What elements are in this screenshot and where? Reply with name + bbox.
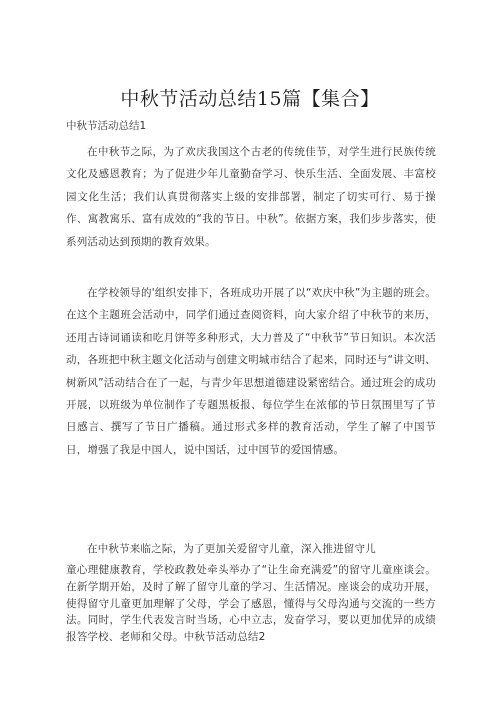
paragraph-3: 在中秋节来临之际，为了更加关爱留守儿童，深入推进留守儿 bbox=[87, 543, 376, 555]
document-title: 中秋节活动总结15篇【集合】 bbox=[120, 88, 380, 110]
paragraph-2: 在学校领导的'组织安排下，各班成功开展了以“欢庆中秋”为主题的班会。在这个主题班会活动中，同学们通过查阅资料，向大家介绍了中秋节的来历，还用古诗词诵读和吃月饼等多种形式，大力普及了“中秋节”节日知识。本次活动，各班把中秋主题文化活动与创建文明城市结合了起来，同时还与“讲文明、树新风”活动结合在了一起，与青少年思想道德建设紧密结合。通过班会的成功开展，以班级为单位制作了专题黑板报、每位学生在浓郁的节日氛围里写了节日感言、撰写了节日广播稿。通过形式多样的教育活动，学生了解了中国节日，增强了我是中国人，说中国话，过中国节的爱国情感。 bbox=[66, 287, 436, 456]
paragraph-4-text: 童心理健康教育，学校政教处牵头举办了“让生命充满爱”的留守儿童座谈会。在新学期开始，及时了解了留守儿童的学习、生活情况。座谈会的成功开展，使得留守儿童更加理解了父母，学会了感恩，懂得与父母沟通与交流的一些方法。同时，学生代表发言时当场，心中立志，发奋学习，要以更加优异的成绩报答学校、老师和父母。 bbox=[66, 564, 436, 644]
paragraph-4 bbox=[66, 562, 436, 646]
section-heading-1: 中秋节活动总结1 bbox=[66, 120, 147, 132]
section-heading-2: 中秋节活动总结2 bbox=[183, 631, 266, 644]
paragraph-1: 在中秋节之际，为了欢庆我国这个古老的传统佳节，对学生进行民族传统文化及感恩教育；为了促进少年儿童勤奋学习、快乐生活、全面发展、丰富校园文化生活；我们认真贯彻落实上级的安排部署，制定了切实可行、易于操作、寓教寓乐、富有成效的“我的节日。中秋”。依据方案，我们步步落实，使系列活动达到预期的教育效果。 bbox=[66, 146, 436, 248]
